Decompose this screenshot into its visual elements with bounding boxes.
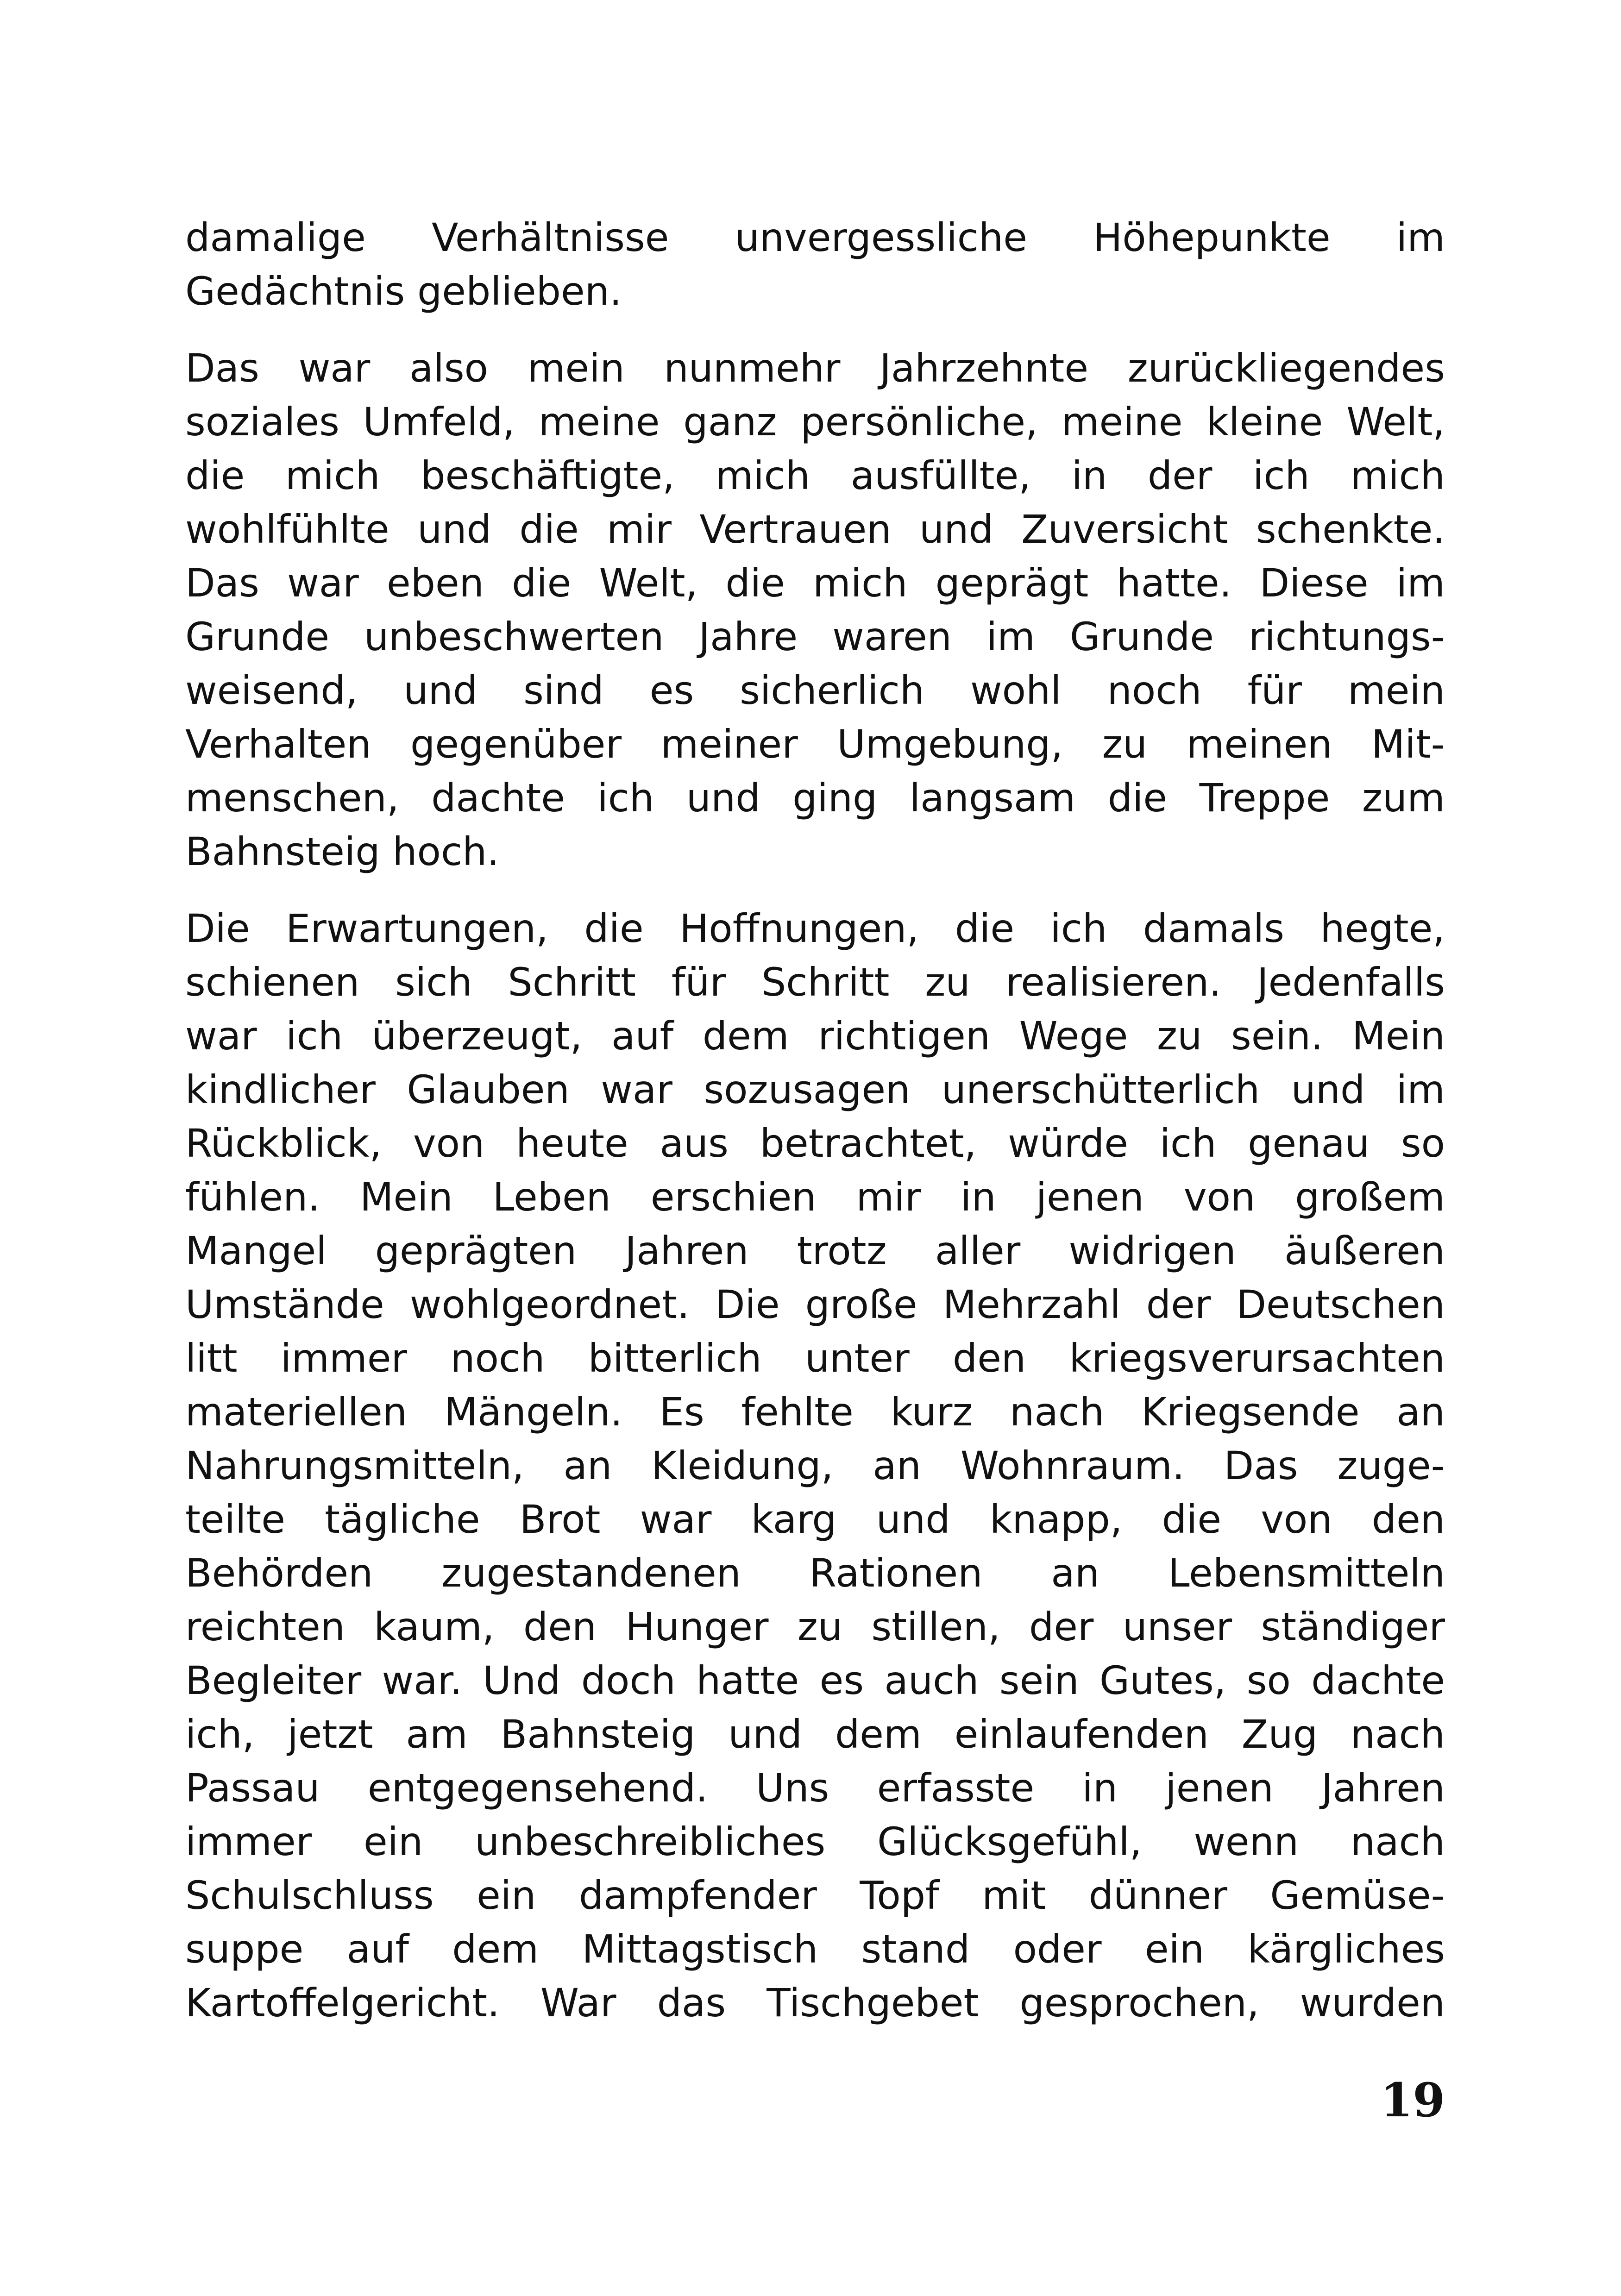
text-line: Das war eben die Welt, die mich geprägt hatte. Diese im [185, 560, 1445, 606]
text-line: Rückblick, von heute aus betrachtet, würde ich genau so [185, 1121, 1445, 1166]
text-line: Gedächtnis geblieben. [185, 269, 622, 314]
text-line: ich, jetzt am Bahnsteig und dem einlaufenden Zug nach [185, 1712, 1445, 1757]
page-number: 19 [1380, 2073, 1445, 2127]
paragraph-3 [185, 902, 1445, 2030]
text-line: weisend, und sind es sicherlich wohl noch für mein [185, 668, 1445, 713]
text-line: die mich beschäftigte, mich ausfüllte, in der ich mich [185, 453, 1445, 498]
text-line: Umstände wohlgeordnet. Die große Mehrzahl der Deutschen [185, 1282, 1445, 1327]
text-line: kindlicher Glauben war sozusagen unerschütterlich und im [185, 1067, 1445, 1112]
text-line: menschen, dachte ich und ging langsam die Treppe zum [185, 775, 1445, 821]
text-line: Kartoffelgericht. War das Tischgebet gesprochen, wurden [185, 1980, 1445, 2026]
paragraph-spacer [185, 318, 1445, 341]
text-line: Die Erwartungen, die Hoffnungen, die ich damals hegte, [185, 906, 1445, 951]
text-line: Bahnsteig hoch. [185, 829, 500, 874]
text-line: schienen sich Schritt für Schritt zu realisieren. Jedenfalls [185, 960, 1445, 1005]
text-line: reichten kaum, den Hunger zu stillen, der unser ständiger [185, 1604, 1445, 1650]
text-line: Mangel geprägten Jahren trotz aller widrigen äußeren [185, 1228, 1445, 1273]
text-line: Passau entgegensehend. Uns erfasste in jenen Jahren [185, 1765, 1445, 1811]
text-line: immer ein unbeschreibliches Glücksgefühl, wenn nach [185, 1819, 1445, 1864]
text-line: Verhalten gegenüber meiner Umgebung, zu meinen Mit- [185, 721, 1445, 767]
text-line: fühlen. Mein Leben erschien mir in jenen von großem [185, 1174, 1445, 1220]
text-line: Begleiter war. Und doch hatte es auch sein Gutes, so dachte [185, 1658, 1445, 1703]
paragraph-2 [185, 341, 1445, 878]
text-line: materiellen Mängeln. Es fehlte kurz nach Kriegsende an [185, 1389, 1445, 1435]
text-line: Das war also mein nunmehr Jahrzehnte zurückliegendes [185, 345, 1445, 391]
text-line: suppe auf dem Mittagstisch stand oder ein kärgliches [185, 1926, 1445, 1972]
paragraph-spacer [185, 878, 1445, 902]
text-line: Behörden zugestandenen Rationen an Lebensmitteln [185, 1550, 1445, 1596]
paragraph-1 [185, 211, 1445, 318]
text-line: wohlfühlte und die mir Vertrauen und Zuversicht schenkte. [185, 507, 1445, 552]
text-line: Nahrungsmitteln, an Kleidung, an Wohnraum. Das zuge- [185, 1443, 1445, 1488]
body-text [185, 211, 1445, 2030]
text-line: teilte tägliche Brot war karg und knapp, die von den [185, 1497, 1445, 1542]
text-line: soziales Umfeld, meine ganz persönliche, meine kleine Welt, [185, 399, 1445, 445]
text-line: Schulschluss ein dampfender Topf mit dünner Gemüse- [185, 1873, 1445, 1918]
text-line: litt immer noch bitterlich unter den kriegsverursachten [185, 1336, 1445, 1381]
text-line: Grunde unbeschwerten Jahre waren im Grunde richtungs- [185, 614, 1445, 659]
text-line: war ich überzeugt, auf dem richtigen Wege zu sein. Mein [185, 1013, 1445, 1059]
text-line: damalige Verhältnisse unvergessliche Höhepunkte im [185, 215, 1445, 260]
